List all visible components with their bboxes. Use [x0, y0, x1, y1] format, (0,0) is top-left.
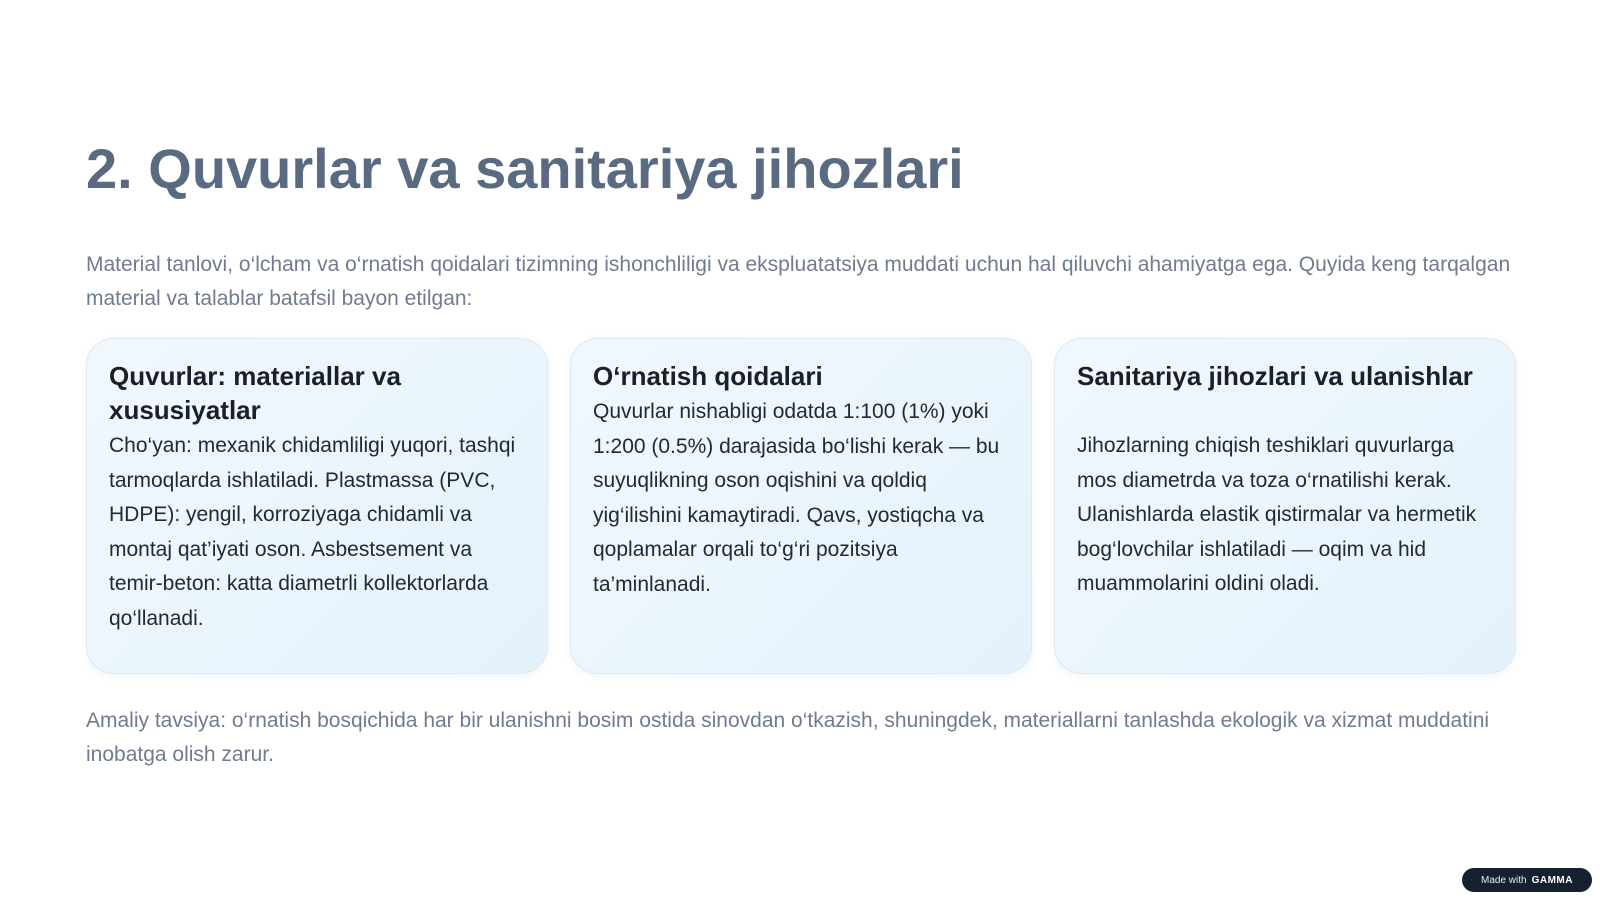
card-sanitary-fixtures — [1054, 338, 1516, 674]
card-body: Cho‘yan: mexanik chidamliligi yuqori, tashqi tarmoqlarda ishlatiladi. Plastmassa (PVC, HDPE): yengil, korroziyaga chidamli va montaj qat’iyati oson. Asbestsement va temir-beton: katta diametrli kollektorlarda qo‘llanadi. — [109, 434, 516, 630]
badge-prefix: Made with — [1481, 874, 1527, 886]
card-pipes-materials — [86, 338, 548, 674]
card-title: Quvurlar: materiallar va xususiyatlar — [109, 361, 401, 425]
gamma-logo: GAMMA — [1531, 874, 1573, 886]
intro-paragraph: Material tanlovi, o‘lcham va o‘rnatish qoidalari tizimning ishonchliligi va ekspluatatsiya muddati uchun hal qiluvchi ahamiyatga ega. Quyida keng tarqalgan material va talablar batafsil bayon etilgan: — [86, 253, 1511, 310]
card-body: Quvurlar nishabligi odatda 1:100 (1%) yoki 1:200 (0.5%) darajasida bo‘lishi kerak — bu suyuqlikning oson oqishini va qoldiq yig‘ilishini kamaytiradi. Qavs, yostiqcha va qoplamalar orqali to‘g‘ri pozitsiya ta’minlanadi. — [593, 400, 1000, 596]
card-body: Jihozlarning chiqish teshiklari quvurlarga mos diametrda va toza o‘rnatilishi kerak. Ulanishlarda elastik qistirmalar va hermetik bog‘lovchilar ishlatiladi — oqim va hid muammolarini oldini oladi. — [1077, 434, 1477, 595]
made-with-gamma-badge[interactable] — [1462, 868, 1592, 892]
card-title: O‘rnatish qoidalari — [593, 361, 823, 391]
card-installation-rules — [570, 338, 1032, 674]
slide-title: 2. Quvurlar va sanitariya jihozlari — [86, 137, 964, 200]
card-title: Sanitariya jihozlari va ulanishlar — [1077, 361, 1473, 391]
card-row — [86, 338, 1516, 674]
practical-note: Amaliy tavsiya: o‘rnatish bosqichida har bir ulanishni bosim ostida sinovdan o‘tkazish, shuningdek, materiallarni tanlashda ekologik va xizmat muddatini inobatga olish zarur. — [86, 709, 1490, 766]
